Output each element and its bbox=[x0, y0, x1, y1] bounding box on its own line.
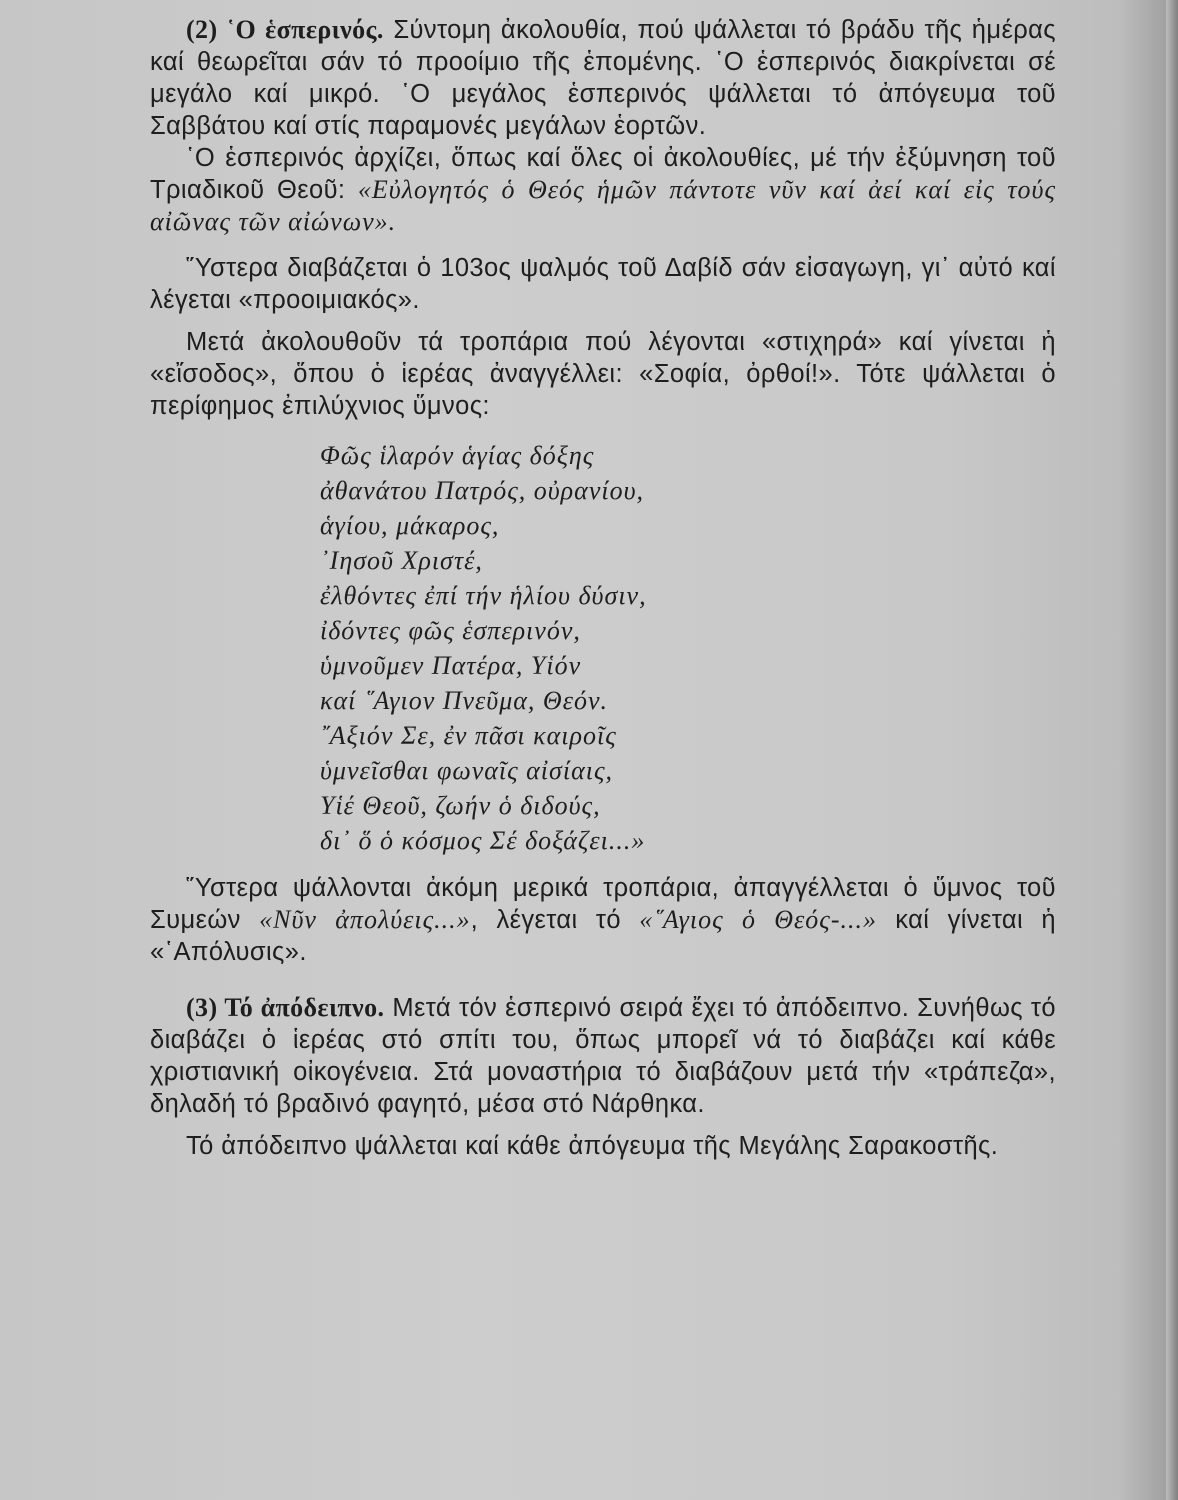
closing-paragraph bbox=[150, 872, 1056, 968]
hymn-line: δι᾿ ὅ ὁ κόσμος Σέ δοξάζει...» bbox=[320, 826, 646, 855]
page-text bbox=[150, 14, 1056, 1162]
hymn-line: ὑμνεῖσθαι φωναῖς αἰσίαις, bbox=[320, 756, 613, 785]
vespers-opening-paragraph bbox=[150, 142, 1056, 238]
vespers-paragraph bbox=[150, 14, 1056, 142]
compline-intro: Μετά τόν ἑσπερινό σειρά ἔχει τό ἀπόδειπνο. Συνήθως τό διαβάζει ὁ ἱερέας στό σπίτι του, ὅπως μπορεῖ νά τό διαβάζει καί κάθε χριστιανική οἰκογένεια. Στά μοναστήρια τό διαβάζουν μετά τήν «τράπεζα», δηλαδή τό βραδινό φαγητό, μέσα στό Νάρθηκα. bbox=[150, 994, 1056, 1118]
trisagion-quote: «῞Αγιος ὁ Θεός-...» bbox=[639, 905, 877, 934]
hymn-line: ἐλθόντες ἐπί τήν ἡλίου δύσιν, bbox=[320, 581, 647, 610]
hymn-line: ὑμνοῦμεν Πατέρα, Υἱόν bbox=[320, 651, 582, 680]
hymn-line: ἁγίου, μάκαρος, bbox=[320, 511, 500, 540]
hymn-line: Φῶς ἱλαρόν ἁγίας δόξης bbox=[320, 441, 595, 470]
psalm-paragraph: ῞Υστερα διαβάζεται ὁ 103ος ψαλμός τοῦ Δαβίδ σάν εἰσαγωγη, γι᾿ αὐτό καί λέγεται «προοιμιακός». bbox=[150, 254, 1056, 314]
stichera-paragraph: Μετά ἀκολουθοῦν τά τροπάρια πού λέγονται «στιχηρά» καί γίνεται ἡ «εἴσοδος», ὅπου ὁ ἱερέας ἀναγγέλλει: «Σοφία, ὀρθοί!». Τότε ψάλλεται ὁ περίφημος ἐπιλύχνιος ὕμνος: bbox=[150, 328, 1056, 420]
lent-paragraph: Τό ἀπόδειπνο ψάλλεται καί κάθε ἀπόγευμα τῆς Μεγάλης Σαρακοστῆς. bbox=[186, 1132, 999, 1160]
nunc-dimittis-quote: «Νῦν ἀπολύεις...» bbox=[259, 905, 471, 934]
vespers-intro: Σύντομη ἀκολουθία, πού ψάλλεται τό βράδυ τῆς ἡμέρας καί θεωρεῖται σάν τό προοίμιο τῆς ἑπομένης. ῾Ο ἑσπερινός διακρίνεται σέ μεγάλο καί μικρό. ῾Ο μεγάλος ἑσπερινός ψάλλεται τό ἀπόγευμα τοῦ Σαββάτου καί στίς παραμονές μεγάλων ἑορτῶν. bbox=[150, 16, 1056, 140]
hymn-line: ἀθανάτου Πατρός, οὐρανίου, bbox=[320, 476, 645, 505]
hymn-line: ἰδόντες φῶς ἑσπερινόν, bbox=[320, 616, 581, 645]
vespers-opening-text: ῾Ο ἑσπερινός ἀρχίζει, ὅπως καί ὅλες οἱ ἀκολουθίες, μέ τήν ἐξύμνηση τοῦ Τριαδικοῦ Θεοῦ: bbox=[150, 144, 1056, 204]
compline-heading: (3) Τό ἀπόδειπνο. bbox=[186, 993, 385, 1022]
hymn-line: Υἱέ Θεοῦ, ζωήν ὁ διδούς, bbox=[320, 791, 601, 820]
phos-hilaron-hymn bbox=[320, 438, 1056, 858]
closing-text-a: ῞Υστερα ψάλλονται ἀκόμη μερικά τροπάρια, ἀπαγγέλλεται ὁ ὕμνος τοῦ Συμεών bbox=[150, 874, 1056, 934]
doxology-quote: «Εὐλογητός ὁ Θεός ἡμῶν πάντοτε νῦν καί ἀεί καί εἰς τούς αἰῶνας τῶν αἰώνων». bbox=[150, 175, 1057, 236]
vespers-heading: (2) ῾Ο ἑσπερινός. bbox=[186, 15, 384, 44]
hymn-line: καί ῞Αγιον Πνεῦμα, Θεόν. bbox=[320, 686, 608, 715]
hymn-line: ῎Αξιόν Σε, ἐν πᾶσι καιροῖς bbox=[320, 721, 617, 750]
book-spine-shadow bbox=[1166, 0, 1178, 1500]
closing-text-e: καί γίνεται ἡ «῾Απόλυσις». bbox=[150, 906, 1056, 966]
closing-text-c: , λέγεται τό bbox=[470, 906, 640, 934]
compline-paragraph bbox=[150, 992, 1056, 1120]
hymn-line: ᾿Ιησοῦ Χριστέ, bbox=[320, 546, 483, 575]
